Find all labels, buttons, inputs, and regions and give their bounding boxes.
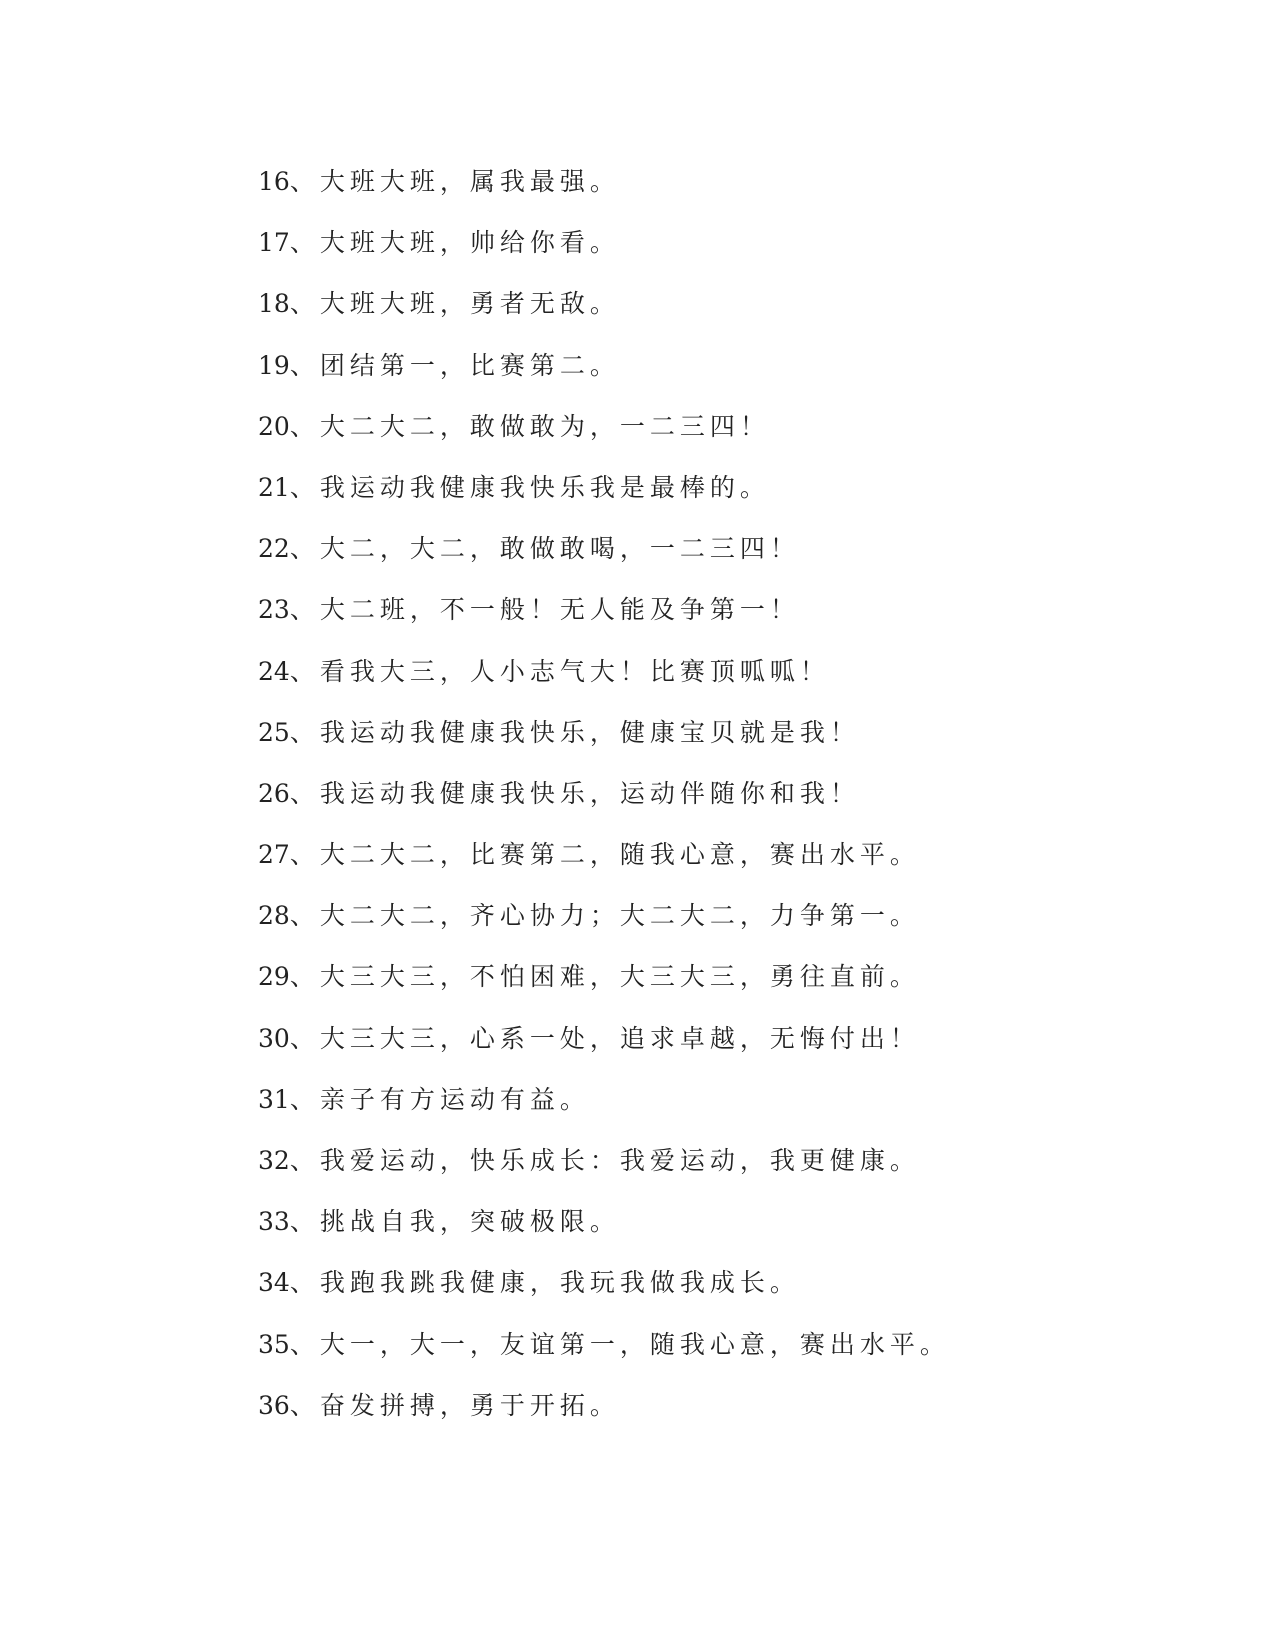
line-number: 17 (258, 228, 290, 258)
line-text: 、亲子有方运动有益。 (289, 1084, 590, 1114)
line-text: 、大三大三，心系一处，追求卓越，无悔付出！ (289, 1023, 920, 1053)
line-number: 26 (258, 778, 290, 808)
line-number: 27 (258, 840, 290, 870)
slogan-line-24 (258, 652, 950, 713)
slogan-line-27 (258, 835, 950, 896)
line-number: 18 (258, 289, 290, 319)
line-text: 、团结第一，比赛第二。 (289, 350, 620, 380)
line-number: 16 (258, 167, 290, 196)
line-text: 、我跑我跳我健康，我玩我做我成长。 (289, 1268, 800, 1298)
line-text: 、我爱运动，快乐成长：我爱运动，我更健康。 (289, 1146, 920, 1175)
line-text: 、奋发拼搏，勇于开拓。 (289, 1390, 620, 1420)
line-text: 、大二大二，齐心协力；大二大二，力争第一。 (289, 901, 920, 931)
line-text: 、大班大班，勇者无敌。 (289, 289, 620, 319)
line-text: 、大二大二，敢做敢为，一二三四！ (289, 411, 770, 441)
slogan-line-23 (258, 590, 950, 651)
slogan-line-30 (258, 1019, 950, 1080)
slogan-line-34 (258, 1263, 950, 1324)
line-number: 19 (258, 350, 290, 380)
slogan-line-26 (258, 774, 950, 835)
slogan-line-28 (258, 896, 950, 957)
line-number: 25 (258, 717, 290, 747)
slogan-line-31 (258, 1080, 950, 1141)
line-text: 、大三大三，不怕困难，大三大三，勇往直前。 (289, 962, 920, 992)
line-number: 20 (258, 411, 290, 441)
line-text: 、大班大班，属我最强。 (289, 167, 620, 196)
slogan-line-29 (258, 957, 950, 1018)
slogan-line-22 (258, 529, 950, 590)
line-text: 、看我大三，人小志气大！比赛顶呱呱！ (289, 656, 830, 686)
slogan-list (258, 162, 950, 1447)
slogan-line-32 (258, 1141, 950, 1202)
line-number: 36 (258, 1390, 290, 1420)
slogan-line-36 (258, 1386, 950, 1447)
line-text: 、挑战自我，突破极限。 (289, 1207, 620, 1237)
line-number: 23 (258, 595, 290, 625)
line-number: 21 (258, 472, 290, 502)
line-number: 35 (258, 1329, 290, 1359)
line-number: 31 (258, 1084, 290, 1114)
slogan-line-25 (258, 713, 950, 774)
line-text: 、我运动我健康我快乐我是最棒的。 (289, 472, 770, 502)
line-text: 、大二，大二，敢做敢喝，一二三四！ (289, 534, 800, 564)
line-text: 、大二大二，比赛第二，随我心意，赛出水平。 (289, 840, 920, 870)
line-text: 、我运动我健康我快乐，运动伴随你和我！ (289, 778, 860, 808)
line-number: 30 (258, 1023, 290, 1053)
line-number: 34 (258, 1268, 290, 1298)
slogan-line-35 (258, 1325, 950, 1386)
slogan-line-19 (258, 346, 950, 407)
line-text: 、大一，大一，友谊第一，随我心意，赛出水平。 (289, 1329, 950, 1359)
line-number: 32 (258, 1146, 290, 1175)
slogan-line-18 (258, 284, 950, 345)
line-number: 24 (258, 656, 290, 686)
line-number: 22 (258, 534, 290, 564)
line-text: 、大班大班，帅给你看。 (289, 228, 620, 258)
line-number: 29 (258, 962, 290, 992)
line-text: 、大二班，不一般！无人能及争第一！ (289, 595, 800, 625)
slogan-line-33 (258, 1202, 950, 1263)
slogan-line-17 (258, 223, 950, 284)
line-text: 、我运动我健康我快乐，健康宝贝就是我！ (289, 717, 860, 747)
slogan-line-16 (258, 162, 950, 223)
line-number: 28 (258, 901, 290, 931)
line-number: 33 (258, 1207, 290, 1237)
slogan-line-20 (258, 407, 950, 468)
slogan-line-21 (258, 468, 950, 529)
